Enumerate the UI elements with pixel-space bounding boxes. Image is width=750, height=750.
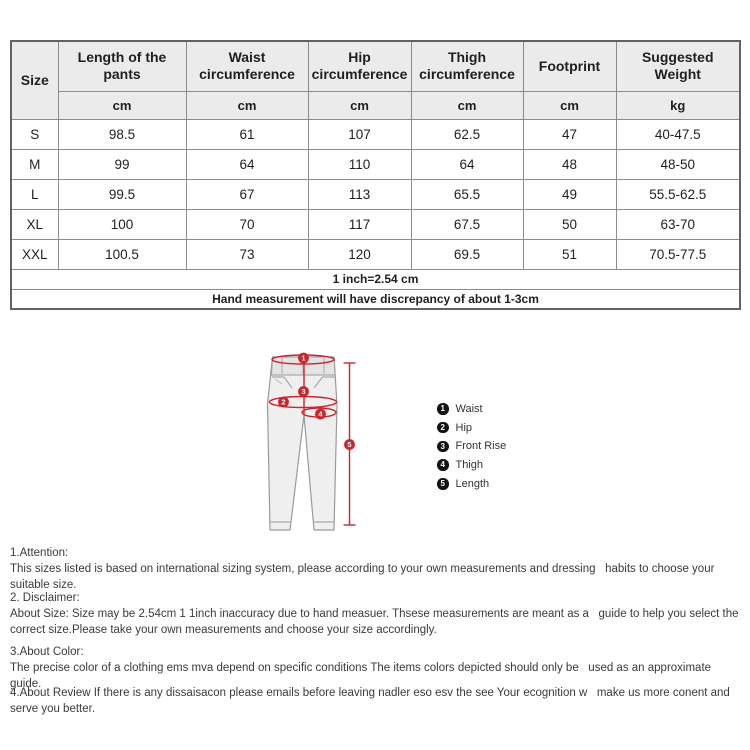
data-cell: 63-70 xyxy=(616,209,740,239)
data-cell: 47 xyxy=(523,119,616,149)
table-row-l xyxy=(11,179,740,209)
legend-2-icon: 2 xyxy=(437,422,449,434)
data-cell: 120 xyxy=(308,239,411,269)
section-body: This sizes listed is based on international sizing system, please according to your own measurements and dressing habits to choose your suitable size. xyxy=(10,563,718,591)
legend-4-icon: 4 xyxy=(437,459,449,471)
col-header-footprint: Footprint xyxy=(523,41,616,91)
data-cell: 98.5 xyxy=(58,119,186,149)
data-cell: 110 xyxy=(308,149,411,179)
data-cell: 50 xyxy=(523,209,616,239)
legend-3-icon: 3 xyxy=(437,441,449,453)
section-body: About Size: Size may be 2.54cm 1 1inch inaccuracy due to hand measuer. Thsese measurements are meant as a guide to help you select the correct size.Please take your own measurements and choose your size accordingly. xyxy=(10,608,742,636)
legend-item-thigh xyxy=(437,459,506,471)
pants-outline-icon xyxy=(268,357,338,530)
legend-item-hip xyxy=(437,422,506,434)
section-body: The precise color of a clothing ems mva depend on specific conditions The items colors depicted should only be used as an approximate guide. xyxy=(10,662,715,690)
data-cell: 67 xyxy=(186,179,308,209)
table-row-m xyxy=(11,149,740,179)
data-cell: 48 xyxy=(523,149,616,179)
data-cell: 107 xyxy=(308,119,411,149)
section-heading: 3.About Color: xyxy=(10,646,84,658)
data-cell: 99.5 xyxy=(58,179,186,209)
data-cell: 61 xyxy=(186,119,308,149)
data-cell: 113 xyxy=(308,179,411,209)
data-cell: 51 xyxy=(523,239,616,269)
data-cell: 100.5 xyxy=(58,239,186,269)
marker-4-num: 4 xyxy=(318,409,323,419)
unit-cell: cm xyxy=(186,91,308,119)
data-cell: 49 xyxy=(523,179,616,209)
legend-label: Length xyxy=(455,477,490,490)
unit-cell: kg xyxy=(616,91,740,119)
table-row-xl xyxy=(11,209,740,239)
col-header-hip: Hip circumference xyxy=(308,41,411,91)
size-chart-table xyxy=(10,40,741,310)
table-row-s xyxy=(11,119,740,149)
size-label: L xyxy=(11,179,58,209)
pants-measurement-diagram xyxy=(250,342,380,542)
section-attention xyxy=(10,545,739,593)
data-cell: 64 xyxy=(411,149,523,179)
data-cell: 99 xyxy=(58,149,186,179)
data-cell: 70.5-77.5 xyxy=(616,239,740,269)
data-cell: 67.5 xyxy=(411,209,523,239)
legend-label: Waist xyxy=(455,402,483,415)
data-cell: 55.5-62.5 xyxy=(616,179,740,209)
units-row xyxy=(11,91,740,119)
table-row-xxl xyxy=(11,239,740,269)
marker-1-num: 1 xyxy=(301,353,306,363)
section-about-review xyxy=(10,685,739,717)
legend-label: Thigh xyxy=(455,459,484,472)
conversion-note: 1 inch=2.54 cm xyxy=(11,269,740,289)
section-heading: 2. Disclaimer: xyxy=(10,592,80,604)
unit-cell: cm xyxy=(58,91,186,119)
data-cell: 40-47.5 xyxy=(616,119,740,149)
legend-5-icon: 5 xyxy=(437,478,449,490)
size-label: XXL xyxy=(11,239,58,269)
size-label: XL xyxy=(11,209,58,239)
unit-cell: cm xyxy=(308,91,411,119)
size-label: M xyxy=(11,149,58,179)
section-heading: 1.Attention: xyxy=(10,547,69,559)
data-cell: 70 xyxy=(186,209,308,239)
marker-2-num: 2 xyxy=(281,397,286,407)
data-cell: 62.5 xyxy=(411,119,523,149)
unit-cell: cm xyxy=(411,91,523,119)
unit-cell: cm xyxy=(523,91,616,119)
legend-label: Hip xyxy=(455,421,473,434)
header-row xyxy=(11,41,740,91)
measurement-note: Hand measurement will have discrepancy of about 1-3cm xyxy=(11,289,740,309)
measurement-legend xyxy=(437,403,506,497)
legend-item-length xyxy=(437,478,506,490)
col-header-waist: Waist circumference xyxy=(186,41,308,91)
legend-1-icon: 1 xyxy=(437,403,449,415)
marker-5-num: 5 xyxy=(347,440,352,450)
col-header-length: Length of the pants xyxy=(58,41,186,91)
data-cell: 65.5 xyxy=(411,179,523,209)
section-disclaimer xyxy=(10,590,742,638)
data-cell: 117 xyxy=(308,209,411,239)
col-header-size: Size xyxy=(11,41,58,119)
data-cell: 48-50 xyxy=(616,149,740,179)
measurement-note-row xyxy=(11,289,740,309)
conversion-note-row xyxy=(11,269,740,289)
data-cell: 73 xyxy=(186,239,308,269)
legend-label: Front Rise xyxy=(455,440,507,453)
section-body: 4.About Review If there is any dissaisacon please emails before leaving nadler eso esv the see Your ecognition w make us more conent and serve you better. xyxy=(10,687,734,715)
legend-item-waist xyxy=(437,403,506,415)
data-cell: 100 xyxy=(58,209,186,239)
marker-3-num: 3 xyxy=(301,387,306,397)
size-label: S xyxy=(11,119,58,149)
data-cell: 64 xyxy=(186,149,308,179)
legend-item-front-rise xyxy=(437,441,506,453)
data-cell: 69.5 xyxy=(411,239,523,269)
col-header-weight: Suggested Weight xyxy=(616,41,740,91)
col-header-thigh: Thigh circumference xyxy=(411,41,523,91)
